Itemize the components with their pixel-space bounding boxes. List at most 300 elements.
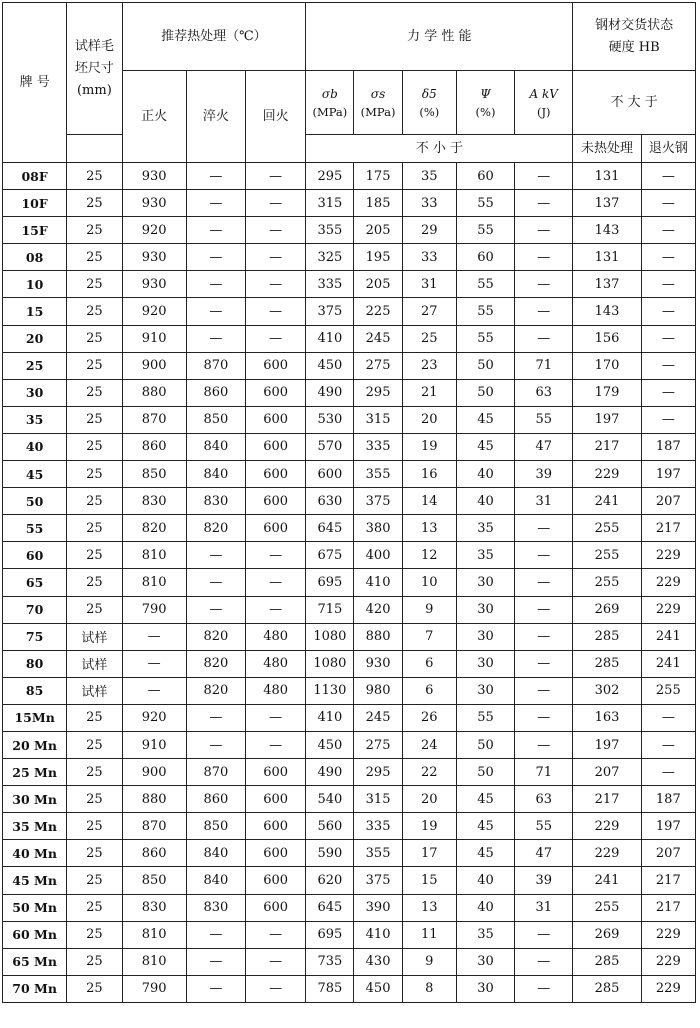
header-mechanical-properties: 力 学 性 能 xyxy=(306,3,573,71)
cell-sigma-s: 315 xyxy=(354,786,402,813)
table-row xyxy=(3,217,696,244)
table-row xyxy=(3,190,696,217)
cell-delta5: 11 xyxy=(402,921,456,948)
cell-hb-annealed: 207 xyxy=(641,840,695,867)
cell-psi: 60 xyxy=(456,163,514,190)
cell-sigma-s: 355 xyxy=(354,461,402,488)
cell-quenching: — xyxy=(186,163,245,190)
psi-symbol: Ψ xyxy=(480,86,491,101)
header-blank-size-line2: 坯尺寸 xyxy=(74,60,114,76)
akv-symbol: A kV xyxy=(529,86,558,101)
cell-sigma-s: 335 xyxy=(354,433,402,460)
cell-hb-untreated: 255 xyxy=(573,569,641,596)
cell-sigma-s: 380 xyxy=(354,515,402,542)
header-delivery-hardness-line1: 钢材交货状态 xyxy=(595,17,674,33)
cell-normalizing: 930 xyxy=(122,244,186,271)
cell-quenching: 820 xyxy=(186,623,245,650)
header-blank-size-line3: (mm) xyxy=(76,82,112,98)
cell-normalizing: 810 xyxy=(122,948,186,975)
header-tempering: 回火 xyxy=(246,71,306,163)
cell-normalizing: 850 xyxy=(122,461,186,488)
cell-psi: 45 xyxy=(456,433,514,460)
cell-grade: 35 xyxy=(3,406,67,433)
cell-quenching: — xyxy=(186,298,245,325)
cell-delta5: 22 xyxy=(402,759,456,786)
cell-quenching: 840 xyxy=(186,840,245,867)
cell-quenching: — xyxy=(186,948,245,975)
cell-tempering: — xyxy=(246,163,306,190)
cell-akv: 63 xyxy=(515,379,573,406)
cell-normalizing: 910 xyxy=(122,325,186,352)
cell-hb-untreated: 285 xyxy=(573,975,641,1002)
cell-blank-size: 25 xyxy=(67,515,122,542)
cell-quenching: — xyxy=(186,921,245,948)
cell-akv: — xyxy=(515,731,573,758)
cell-akv: — xyxy=(515,515,573,542)
cell-quenching: — xyxy=(186,217,245,244)
cell-grade: 70 Mn xyxy=(3,975,67,1002)
cell-hb-annealed: 229 xyxy=(641,975,695,1002)
cell-grade: 45 xyxy=(3,461,67,488)
cell-hb-annealed: 229 xyxy=(641,542,695,569)
table-row xyxy=(3,271,696,298)
cell-hb-untreated: 285 xyxy=(573,948,641,975)
cell-hb-annealed: 241 xyxy=(641,650,695,677)
cell-normalizing: 900 xyxy=(122,352,186,379)
cell-hb-untreated: 143 xyxy=(573,298,641,325)
cell-psi: 55 xyxy=(456,298,514,325)
cell-quenching: 840 xyxy=(186,433,245,460)
cell-tempering: — xyxy=(246,975,306,1002)
cell-normalizing: 930 xyxy=(122,190,186,217)
cell-tempering: 600 xyxy=(246,813,306,840)
header-grade: 牌 号 xyxy=(3,3,67,163)
cell-quenching: — xyxy=(186,569,245,596)
cell-grade: 60 Mn xyxy=(3,921,67,948)
table-row xyxy=(3,163,696,190)
cell-hb-annealed: 229 xyxy=(641,948,695,975)
cell-delta5: 20 xyxy=(402,786,456,813)
table-row xyxy=(3,596,696,623)
cell-blank-size: 25 xyxy=(67,596,122,623)
cell-sigma-b: 375 xyxy=(306,298,354,325)
cell-quenching: — xyxy=(186,596,245,623)
cell-akv: — xyxy=(515,271,573,298)
cell-hb-annealed: 207 xyxy=(641,488,695,515)
cell-psi: 50 xyxy=(456,731,514,758)
cell-hb-annealed: — xyxy=(641,217,695,244)
cell-blank-size: 试样 xyxy=(67,623,122,650)
cell-sigma-s: 390 xyxy=(354,894,402,921)
cell-sigma-b: 645 xyxy=(306,515,354,542)
cell-normalizing: 810 xyxy=(122,542,186,569)
cell-normalizing: 870 xyxy=(122,813,186,840)
cell-grade: 55 xyxy=(3,515,67,542)
cell-sigma-s: 275 xyxy=(354,731,402,758)
cell-akv: 55 xyxy=(515,406,573,433)
cell-grade: 20 Mn xyxy=(3,731,67,758)
cell-delta5: 20 xyxy=(402,406,456,433)
cell-hb-annealed: 229 xyxy=(641,921,695,948)
cell-delta5: 35 xyxy=(402,163,456,190)
table-row xyxy=(3,731,696,758)
cell-akv: 47 xyxy=(515,840,573,867)
cell-delta5: 25 xyxy=(402,325,456,352)
cell-akv: — xyxy=(515,298,573,325)
cell-sigma-b: 630 xyxy=(306,488,354,515)
cell-delta5: 23 xyxy=(402,352,456,379)
cell-blank-size: 试样 xyxy=(67,677,122,704)
header-blank-size xyxy=(67,3,122,135)
cell-sigma-b: 540 xyxy=(306,786,354,813)
cell-blank-size: 25 xyxy=(67,379,122,406)
cell-quenching: 840 xyxy=(186,867,245,894)
cell-sigma-b: 410 xyxy=(306,325,354,352)
cell-hb-untreated: 255 xyxy=(573,894,641,921)
cell-hb-untreated: 255 xyxy=(573,542,641,569)
cell-blank-size: 25 xyxy=(67,298,122,325)
cell-delta5: 9 xyxy=(402,596,456,623)
cell-hb-annealed: — xyxy=(641,325,695,352)
cell-normalizing: 870 xyxy=(122,406,186,433)
cell-grade: 30 xyxy=(3,379,67,406)
cell-hb-annealed: 241 xyxy=(641,623,695,650)
header-akv xyxy=(515,71,573,135)
header-untreated: 未热处理 xyxy=(573,135,641,163)
cell-grade: 50 xyxy=(3,488,67,515)
cell-sigma-b: 1080 xyxy=(306,650,354,677)
sigma-s-symbol: σs xyxy=(370,86,386,101)
cell-sigma-s: 400 xyxy=(354,542,402,569)
header-not-more-than: 不 大 于 xyxy=(573,71,696,135)
table-row xyxy=(3,813,696,840)
cell-psi: 30 xyxy=(456,596,514,623)
cell-psi: 55 xyxy=(456,704,514,731)
table-row xyxy=(3,704,696,731)
cell-normalizing: 850 xyxy=(122,867,186,894)
cell-hb-annealed: 197 xyxy=(641,813,695,840)
cell-blank-size: 25 xyxy=(67,867,122,894)
cell-hb-untreated: 255 xyxy=(573,515,641,542)
cell-sigma-s: 175 xyxy=(354,163,402,190)
cell-sigma-s: 880 xyxy=(354,623,402,650)
table-row xyxy=(3,867,696,894)
sigma-b-symbol: σb xyxy=(321,86,338,101)
cell-psi: 30 xyxy=(456,623,514,650)
header-normalizing: 正火 xyxy=(122,71,186,163)
cell-hb-annealed: 229 xyxy=(641,569,695,596)
cell-blank-size: 25 xyxy=(67,569,122,596)
cell-sigma-b: 325 xyxy=(306,244,354,271)
cell-hb-annealed: — xyxy=(641,406,695,433)
cell-hb-annealed: — xyxy=(641,704,695,731)
cell-delta5: 27 xyxy=(402,298,456,325)
cell-hb-annealed: — xyxy=(641,271,695,298)
cell-sigma-s: 430 xyxy=(354,948,402,975)
cell-tempering: 600 xyxy=(246,515,306,542)
cell-akv: — xyxy=(515,623,573,650)
cell-grade: 35 Mn xyxy=(3,813,67,840)
cell-hb-untreated: 131 xyxy=(573,163,641,190)
cell-quenching: 830 xyxy=(186,894,245,921)
cell-hb-annealed: 197 xyxy=(641,461,695,488)
cell-quenching: — xyxy=(186,704,245,731)
cell-normalizing: 920 xyxy=(122,704,186,731)
cell-quenching: 820 xyxy=(186,515,245,542)
cell-akv: 71 xyxy=(515,759,573,786)
cell-akv: 47 xyxy=(515,433,573,460)
cell-delta5: 12 xyxy=(402,542,456,569)
header-delivery-hardness xyxy=(573,3,696,71)
cell-sigma-s: 450 xyxy=(354,975,402,1002)
cell-tempering: — xyxy=(246,244,306,271)
cell-sigma-s: 295 xyxy=(354,379,402,406)
cell-akv: — xyxy=(515,677,573,704)
cell-grade: 45 Mn xyxy=(3,867,67,894)
cell-sigma-s: 275 xyxy=(354,352,402,379)
cell-normalizing: 790 xyxy=(122,975,186,1002)
cell-psi: 40 xyxy=(456,867,514,894)
cell-akv: 63 xyxy=(515,786,573,813)
cell-blank-size: 25 xyxy=(67,921,122,948)
cell-sigma-b: 1080 xyxy=(306,623,354,650)
cell-sigma-b: 600 xyxy=(306,461,354,488)
cell-normalizing: 860 xyxy=(122,433,186,460)
cell-quenching: 870 xyxy=(186,352,245,379)
cell-hb-untreated: 143 xyxy=(573,217,641,244)
cell-sigma-b: 560 xyxy=(306,813,354,840)
cell-sigma-s: 980 xyxy=(354,677,402,704)
cell-grade: 70 xyxy=(3,596,67,623)
cell-tempering: 600 xyxy=(246,894,306,921)
cell-quenching: 860 xyxy=(186,786,245,813)
cell-grade: 10F xyxy=(3,190,67,217)
cell-hb-annealed: — xyxy=(641,298,695,325)
cell-tempering: 600 xyxy=(246,461,306,488)
cell-blank-size: 25 xyxy=(67,271,122,298)
cell-grade: 85 xyxy=(3,677,67,704)
cell-sigma-b: 695 xyxy=(306,921,354,948)
cell-normalizing: 880 xyxy=(122,786,186,813)
header-sigma-s xyxy=(354,71,402,135)
cell-blank-size: 25 xyxy=(67,948,122,975)
cell-psi: 55 xyxy=(456,190,514,217)
cell-sigma-b: 335 xyxy=(306,271,354,298)
cell-hb-untreated: 170 xyxy=(573,352,641,379)
cell-sigma-b: 695 xyxy=(306,569,354,596)
cell-sigma-b: 450 xyxy=(306,352,354,379)
cell-delta5: 26 xyxy=(402,704,456,731)
cell-blank-size: 25 xyxy=(67,704,122,731)
cell-hb-annealed: — xyxy=(641,352,695,379)
cell-sigma-b: 735 xyxy=(306,948,354,975)
cell-akv: 31 xyxy=(515,488,573,515)
cell-tempering: — xyxy=(246,731,306,758)
steel-properties-table-container xyxy=(2,2,696,1003)
cell-quenching: — xyxy=(186,325,245,352)
cell-hb-annealed: 255 xyxy=(641,677,695,704)
cell-delta5: 33 xyxy=(402,190,456,217)
cell-hb-untreated: 137 xyxy=(573,190,641,217)
cell-sigma-b: 785 xyxy=(306,975,354,1002)
cell-normalizing: 880 xyxy=(122,379,186,406)
cell-tempering: 480 xyxy=(246,623,306,650)
cell-tempering: 600 xyxy=(246,406,306,433)
cell-sigma-b: 530 xyxy=(306,406,354,433)
cell-psi: 30 xyxy=(456,677,514,704)
cell-akv: — xyxy=(515,190,573,217)
cell-grade: 40 xyxy=(3,433,67,460)
cell-delta5: 16 xyxy=(402,461,456,488)
cell-blank-size: 25 xyxy=(67,461,122,488)
cell-sigma-s: 375 xyxy=(354,867,402,894)
cell-hb-untreated: 269 xyxy=(573,921,641,948)
cell-sigma-b: 295 xyxy=(306,163,354,190)
cell-grade: 65 xyxy=(3,569,67,596)
cell-akv: 31 xyxy=(515,894,573,921)
table-row xyxy=(3,840,696,867)
cell-hb-annealed: — xyxy=(641,190,695,217)
cell-akv: 39 xyxy=(515,461,573,488)
cell-quenching: 860 xyxy=(186,379,245,406)
cell-blank-size: 25 xyxy=(67,488,122,515)
cell-sigma-b: 620 xyxy=(306,867,354,894)
cell-delta5: 10 xyxy=(402,569,456,596)
cell-tempering: — xyxy=(246,325,306,352)
cell-grade: 25 Mn xyxy=(3,759,67,786)
cell-tempering: — xyxy=(246,271,306,298)
cell-hb-untreated: 302 xyxy=(573,677,641,704)
cell-hb-annealed: 229 xyxy=(641,596,695,623)
table-row xyxy=(3,623,696,650)
cell-hb-annealed: 187 xyxy=(641,433,695,460)
cell-grade: 08F xyxy=(3,163,67,190)
cell-grade: 75 xyxy=(3,623,67,650)
cell-tempering: — xyxy=(246,948,306,975)
cell-delta5: 7 xyxy=(402,623,456,650)
cell-akv: 71 xyxy=(515,352,573,379)
cell-quenching: 870 xyxy=(186,759,245,786)
cell-sigma-s: 420 xyxy=(354,596,402,623)
cell-hb-annealed: 217 xyxy=(641,867,695,894)
cell-tempering: 600 xyxy=(246,759,306,786)
cell-grade: 60 xyxy=(3,542,67,569)
cell-quenching: — xyxy=(186,271,245,298)
cell-hb-untreated: 269 xyxy=(573,596,641,623)
cell-sigma-s: 245 xyxy=(354,704,402,731)
cell-psi: 50 xyxy=(456,759,514,786)
header-blank-size-line1: 试样毛 xyxy=(74,38,114,54)
cell-hb-untreated: 217 xyxy=(573,433,641,460)
cell-sigma-s: 205 xyxy=(354,217,402,244)
cell-psi: 40 xyxy=(456,488,514,515)
header-annealed: 退火钢 xyxy=(641,135,695,163)
cell-psi: 45 xyxy=(456,406,514,433)
cell-quenching: 850 xyxy=(186,406,245,433)
table-row xyxy=(3,406,696,433)
cell-delta5: 31 xyxy=(402,271,456,298)
cell-sigma-s: 245 xyxy=(354,325,402,352)
table-row xyxy=(3,244,696,271)
cell-normalizing: 920 xyxy=(122,298,186,325)
cell-hb-untreated: 229 xyxy=(573,813,641,840)
cell-akv: — xyxy=(515,921,573,948)
cell-akv: — xyxy=(515,948,573,975)
cell-hb-untreated: 229 xyxy=(573,840,641,867)
cell-tempering: — xyxy=(246,596,306,623)
cell-tempering: 600 xyxy=(246,867,306,894)
cell-tempering: — xyxy=(246,704,306,731)
cell-normalizing: — xyxy=(122,650,186,677)
cell-normalizing: — xyxy=(122,677,186,704)
cell-psi: 60 xyxy=(456,244,514,271)
cell-sigma-s: 375 xyxy=(354,488,402,515)
cell-blank-size: 试样 xyxy=(67,650,122,677)
cell-sigma-s: 355 xyxy=(354,840,402,867)
cell-grade: 25 xyxy=(3,352,67,379)
cell-sigma-s: 185 xyxy=(354,190,402,217)
cell-hb-untreated: 197 xyxy=(573,731,641,758)
cell-sigma-s: 225 xyxy=(354,298,402,325)
cell-normalizing: — xyxy=(122,623,186,650)
cell-hb-annealed: 187 xyxy=(641,786,695,813)
cell-hb-annealed: — xyxy=(641,759,695,786)
cell-tempering: — xyxy=(246,542,306,569)
cell-delta5: 14 xyxy=(402,488,456,515)
cell-tempering: — xyxy=(246,298,306,325)
table-body xyxy=(3,163,696,1003)
cell-delta5: 17 xyxy=(402,840,456,867)
table-row xyxy=(3,542,696,569)
cell-hb-untreated: 285 xyxy=(573,650,641,677)
sigma-s-unit: (MPa) xyxy=(360,104,396,119)
cell-tempering: — xyxy=(246,217,306,244)
cell-delta5: 6 xyxy=(402,650,456,677)
header-psi xyxy=(456,71,514,135)
cell-quenching: 840 xyxy=(186,461,245,488)
cell-tempering: — xyxy=(246,921,306,948)
cell-akv: — xyxy=(515,542,573,569)
cell-sigma-s: 315 xyxy=(354,406,402,433)
table-row xyxy=(3,515,696,542)
cell-blank-size: 25 xyxy=(67,894,122,921)
table-row xyxy=(3,325,696,352)
cell-quenching: 820 xyxy=(186,650,245,677)
cell-sigma-b: 450 xyxy=(306,731,354,758)
cell-psi: 45 xyxy=(456,786,514,813)
cell-normalizing: 830 xyxy=(122,894,186,921)
cell-sigma-b: 355 xyxy=(306,217,354,244)
cell-hb-annealed: — xyxy=(641,244,695,271)
cell-blank-size: 25 xyxy=(67,190,122,217)
cell-psi: 45 xyxy=(456,840,514,867)
cell-grade: 20 xyxy=(3,325,67,352)
cell-sigma-b: 315 xyxy=(306,190,354,217)
cell-psi: 55 xyxy=(456,271,514,298)
cell-grade: 80 xyxy=(3,650,67,677)
cell-blank-size: 25 xyxy=(67,244,122,271)
table-row xyxy=(3,433,696,460)
cell-blank-size: 25 xyxy=(67,786,122,813)
cell-blank-size: 25 xyxy=(67,542,122,569)
cell-hb-annealed: — xyxy=(641,731,695,758)
cell-hb-untreated: 179 xyxy=(573,379,641,406)
cell-blank-size: 25 xyxy=(67,163,122,190)
cell-sigma-b: 490 xyxy=(306,379,354,406)
cell-psi: 35 xyxy=(456,921,514,948)
cell-delta5: 19 xyxy=(402,433,456,460)
cell-tempering: 480 xyxy=(246,677,306,704)
